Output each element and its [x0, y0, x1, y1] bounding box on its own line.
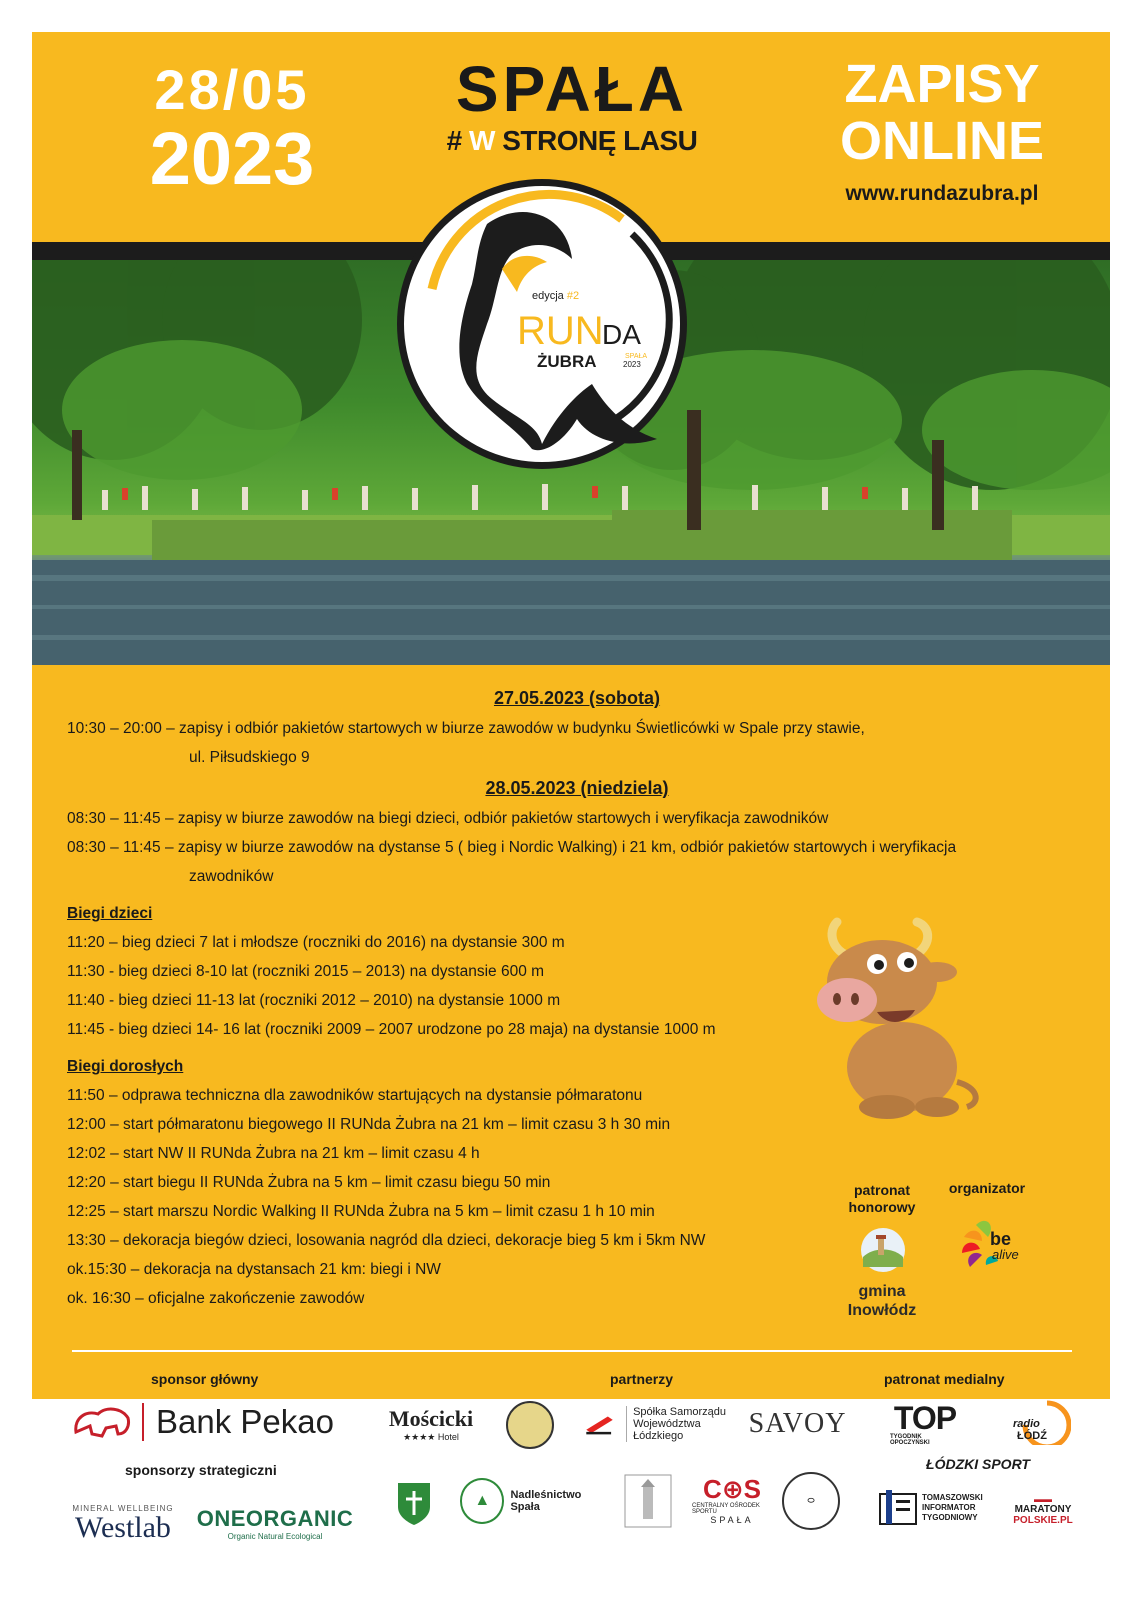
- cos-spala-logo: [692, 1470, 772, 1530]
- event-poster: [32, 32, 1110, 1399]
- registration-block: [792, 56, 1092, 206]
- spala-club-logo: [780, 1470, 842, 1532]
- partners-label: partnerzy: [610, 1371, 674, 1387]
- adult-race-item: ok.15:30 – dekoracja na dystansach 21 km: biegi i NW: [67, 1261, 441, 1278]
- organizer-label: organizator: [948, 1180, 1026, 1196]
- moscicki-sub: ★★★★ Hotel: [403, 1431, 459, 1442]
- adult-race-item: 12:20 – start biegu II RUNda Żubra na 5 km – limit czasu biegu 50 min: [67, 1174, 551, 1191]
- moscicki-hotel-logo: [376, 1404, 486, 1444]
- cos-icon: C⊕S: [703, 1474, 761, 1504]
- main-sponsor-label: sponsor główny: [151, 1371, 259, 1387]
- radio-line1: radio: [1013, 1418, 1040, 1430]
- kids-race-item: 11:45 - bieg dzieci 14- 16 lat (roczniki 2009 – 2007 urodzone po 28 maja) na dystansie 1000 m: [67, 1021, 716, 1038]
- moscicki-name: Mościcki: [388, 1405, 474, 1431]
- adult-race-item: 12:25 – start marszu Nordic Walking II RUNda Żubra na 5 km – limit czasu 1 h 10 min: [67, 1203, 655, 1220]
- oneorganic-name: ONEORGANIC: [196, 1505, 354, 1531]
- logo-place: SPAŁA: [625, 353, 648, 360]
- runner-icon: ▬▬: [1034, 1494, 1052, 1504]
- tomaszowski-name: TOMASZOWSKI INFORMATOR TYGODNIOWY: [922, 1493, 983, 1522]
- be-alive-logo: [956, 1215, 1036, 1280]
- scout-shield-icon: [394, 1479, 434, 1527]
- schedule-item: 08:30 – 11:45 – zapisy w biurze zawodów na dystanse 5 ( bieg i Nordic Walking) i 21 km, odbiór pakietów startowych i weryfikacja: [67, 839, 957, 856]
- schedule-item: 10:30 – 20:00 – zapisy i odbiór pakietów startowych w biurze zawodów w budynku Świetlicówki w Spale przy stawie,: [67, 720, 865, 737]
- spolka-name: Spółka Samorządu Województwa Łódzkiego: [626, 1406, 733, 1442]
- cos-line2: SPAŁA: [710, 1515, 754, 1525]
- westlab-tagline: MINERAL WELLBEING: [72, 1503, 174, 1513]
- logo-da: DA: [602, 319, 641, 350]
- radio-lodz-logo: [1004, 1398, 1074, 1446]
- tower-logo: [618, 1472, 678, 1530]
- hashtag-mark: #: [446, 125, 462, 156]
- strategic-sponsors-label: sponsorzy strategiczni: [125, 1462, 277, 1478]
- railway-icon: [583, 1409, 616, 1439]
- nadlesnictwo-name: Nadleśnictwo Spała: [510, 1489, 582, 1513]
- logo-edition: edycja #2: [532, 290, 580, 302]
- hashtag-rest: STRONĘ LASU: [502, 125, 698, 156]
- gmina-inowlodz-name: gmina Inowłódz: [847, 1283, 917, 1319]
- bank-pekao-logo: [68, 1400, 338, 1444]
- adult-race-item: 13:30 – dekoracja biegów dzieci, losowania nagród dla dzieci, dekoracje bieg 5 km i 5km NW: [67, 1232, 706, 1249]
- date-year: 2023: [149, 117, 315, 200]
- nadlesnictwo-logo: [460, 1475, 610, 1527]
- runda-zubra-logo: [392, 174, 692, 474]
- event-hashtag: [402, 124, 742, 158]
- oneorganic-tagline: Organic Natural Ecological: [227, 1531, 323, 1541]
- lodzki-sport-logo: [918, 1452, 1038, 1476]
- schedule-item: 08:30 – 11:45 – zapisy w biurze zawodów na biegi dzieci, odbiór pakietów startowych i weryfikacja zawodników: [67, 810, 829, 827]
- savoy-name: SAVOY: [748, 1408, 847, 1439]
- registration-line2: ONLINE: [839, 111, 1044, 171]
- bison-icon: [72, 1404, 132, 1440]
- adult-race-item: 12:02 – start NW II RUNda Żubra na 21 km – limit czasu 4 h: [67, 1145, 480, 1162]
- event-title: SPAŁA: [455, 53, 689, 125]
- savoy-logo: [745, 1404, 850, 1444]
- logo-year: 2023: [623, 360, 641, 369]
- adult-races-heading: Biegi dorosłych: [67, 1058, 184, 1075]
- lodzki-sport-name: ŁÓDZKI SPORT: [926, 1456, 1030, 1472]
- logo-run: RUN: [517, 309, 604, 353]
- maratony-polskie-logo: [1008, 1490, 1078, 1530]
- kids-races-heading: Biegi dzieci: [67, 905, 153, 922]
- top-tygodnik-logo: [890, 1400, 960, 1448]
- adult-race-item: 12:00 – start półmaratonu biegowego II RUNda Żubra na 21 km – limit czasu 3 h 30 min: [67, 1116, 671, 1133]
- be-alive-alive: alive: [992, 1247, 1019, 1262]
- day1-heading: 27.05.2023 (sobota): [493, 688, 661, 708]
- sponsors-divider: [72, 1350, 1072, 1352]
- date-day-month: 28/05: [154, 58, 310, 121]
- club-badge-icon: ⬭: [782, 1472, 840, 1530]
- top-sub: TYGODNIK OPOCZYŃSKI: [890, 1434, 930, 1446]
- westlab-logo: [58, 1500, 188, 1546]
- heritage-badge-icon: [506, 1401, 554, 1449]
- partner-badge-logo: [505, 1400, 555, 1450]
- event-title-block: [402, 54, 742, 158]
- event-date: [102, 60, 362, 198]
- tomaszowski-informator-logo: [878, 1486, 998, 1530]
- cos-line1: CENTRALNY OŚRODEK SPORTU: [692, 1503, 760, 1515]
- maratony-line2: POLSKIE.PL: [1013, 1515, 1073, 1526]
- westlab-name: Westlab: [75, 1510, 171, 1544]
- oneorganic-logo: [196, 1500, 354, 1546]
- adult-race-item: 11:50 – odprawa techniczna dla zawodników startujących na dystansie półmaratonu: [67, 1087, 643, 1104]
- logo-zubra: ŻUBRA: [537, 352, 597, 371]
- top-name: TOP: [893, 1400, 957, 1436]
- registration-line1: ZAPISY: [844, 54, 1040, 114]
- spolka-samorzadu-logo: [583, 1406, 733, 1442]
- bank-pekao-name: Bank Pekao: [142, 1403, 334, 1441]
- radio-line2: ŁÓDŹ: [1017, 1430, 1047, 1442]
- bison-mascot: [807, 902, 987, 1122]
- adult-race-item: ok. 16:30 – oficjalne zakończenie zawodów: [67, 1290, 365, 1307]
- media-patronage-label: patronat medialny: [884, 1371, 1005, 1387]
- day2-heading: 28.05.2023 (niedziela): [485, 778, 669, 798]
- kids-race-item: 11:30 - bieg dzieci 8-10 lat (roczniki 2015 – 2013) na dystansie 600 m: [67, 963, 545, 980]
- informator-icon: [878, 1488, 918, 1528]
- gmina-inowlodz-icon: [858, 1227, 908, 1273]
- kids-race-item: 11:40 - bieg dzieci 11-13 lat (roczniki 2012 – 2010) na dystansie 1000 m: [67, 992, 561, 1009]
- kids-race-item: 11:20 – bieg dzieci 7 lat i młodsze (roczniki do 2016) na dystansie 300 m: [67, 934, 565, 951]
- schedule-item-cont: ul. Piłsudskiego 9: [189, 749, 310, 766]
- forest-badge-icon: ▲: [460, 1478, 504, 1524]
- website-link[interactable]: www.rundazubra.pl: [845, 182, 1039, 205]
- tower-icon: [623, 1473, 673, 1529]
- zhp-logo: [392, 1478, 436, 1528]
- schedule-item-cont: zawodników: [189, 868, 274, 885]
- be-alive-be: be: [990, 1229, 1012, 1249]
- maratony-line1: MARATONY: [1014, 1504, 1072, 1515]
- honorary-patronage-label: patronat honorowy: [848, 1182, 916, 1215]
- radio-lodz-icon: [1007, 1399, 1071, 1445]
- hashtag-w: W: [468, 125, 495, 156]
